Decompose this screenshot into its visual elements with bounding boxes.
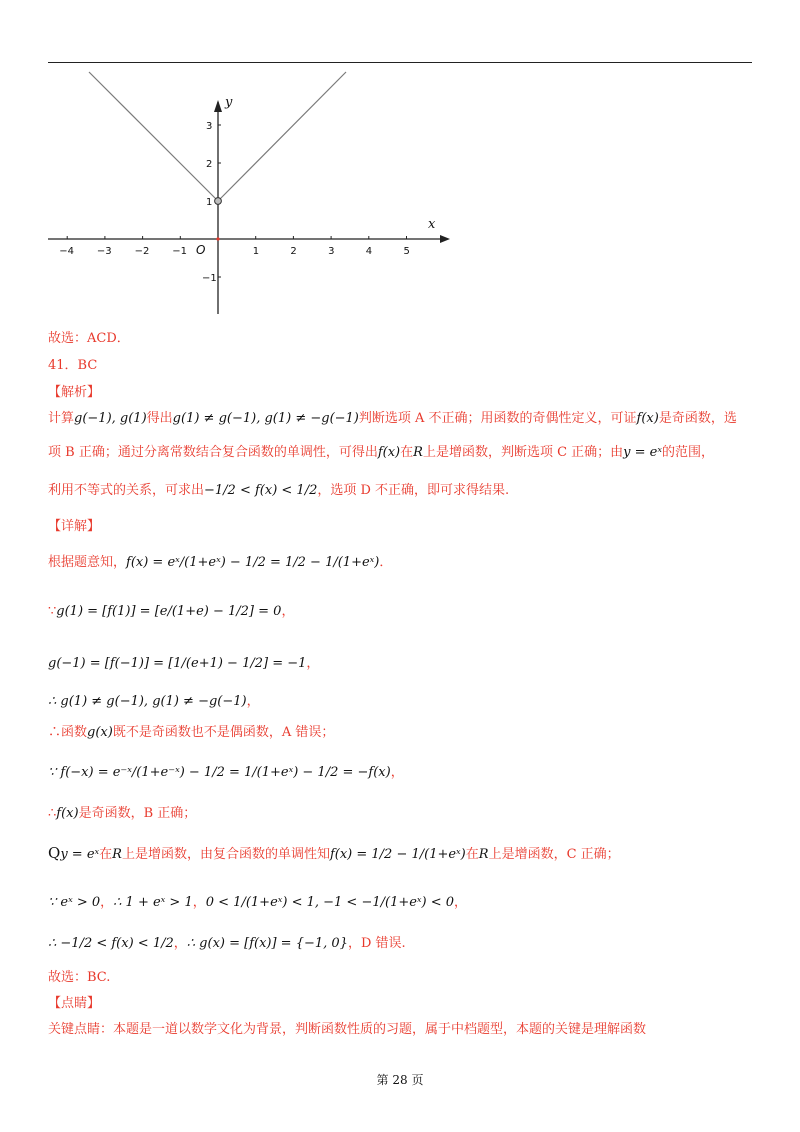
header-rule: [48, 62, 752, 63]
line-question-41: 41．BC: [48, 358, 98, 373]
detail-line-7: ∴f(x)是奇函数，B 正确；: [48, 806, 197, 821]
y-tick-label: 3: [206, 121, 213, 132]
x-tick-label: −2: [134, 246, 150, 257]
heading-remarks: 【点睛】: [48, 996, 101, 1011]
curve-left-branch: [89, 72, 216, 199]
line-conclusion-acd: 故选：ACD．: [48, 331, 130, 346]
detail-line-10: ∴ −1/2 < f(x) < 1/2，∴ g(x) = [f(x)] = {−1, 0}，D 错误.: [48, 936, 406, 951]
detail-line-9: ∵ eˣ > 0，∴ 1 + eˣ > 1，0 < 1/(1+eˣ) < 1, −1 < −1/(1+eˣ) < 0，: [48, 895, 468, 910]
curve-right-branch: [220, 72, 346, 199]
x-tick-label: 2: [290, 246, 297, 257]
analysis-line-2: 项 B 正确；通过分离常数结合复合函数的单调性，可得出f(x)在R上是增函数，判断选项 C 正确；由y = eˣ的范围，: [48, 445, 714, 460]
x-tick-label: −3: [96, 246, 112, 257]
page-number: 第 28 页: [376, 1073, 424, 1087]
function-graph: [40, 66, 450, 322]
remarks-line-1: 关键点睛：本题是一道以数学文化为背景，判断函数性质的习题，属于中档题型，本题的关键是理解函数: [48, 1022, 647, 1037]
y-tick-label: 2: [206, 159, 213, 170]
detail-line-8: Qy = eˣ在R上是增函数，由复合函数的单调性知f(x) = 1/2 − 1/(1+eˣ)在R上是增函数，C 正确；: [48, 844, 620, 862]
line-conclusion-bc: 故选：BC.: [48, 970, 111, 985]
x-tick-label: −1: [172, 246, 188, 257]
heading-details: 【详解】: [48, 519, 101, 534]
origin-dot: [216, 237, 219, 240]
y-axis-arrow-icon: [214, 100, 222, 112]
heading-analysis: 【解析】: [48, 385, 101, 400]
x-axis-label: x: [428, 217, 436, 232]
analysis-line-3: 利用不等式的关系，可求出−1/2 < f(x) < 1/2，选项 D 不正确，即可求得结果.: [48, 483, 510, 498]
detail-line-6: ∵ f(−x) = e⁻ˣ/(1+e⁻ˣ) − 1/2 = 1/(1+eˣ) − 1/2 = −f(x)，: [48, 765, 404, 780]
y-tick-label: −1: [202, 273, 217, 284]
detail-line-3: g(−1) = [f(−1)] = [1/(e+1) − 1/2] = −1，: [48, 656, 320, 671]
y-axis-label: y: [225, 95, 233, 110]
origin-label: O: [196, 243, 206, 257]
y-tick-label: 1: [206, 197, 213, 208]
x-axis-arrow-icon: [440, 235, 450, 243]
x-tick-label: 1: [252, 246, 260, 257]
x-tick-label: 5: [403, 246, 410, 257]
detail-line-5: ∴函数g(x)既不是奇函数也不是偶函数，A 错误；: [48, 725, 335, 740]
detail-line-1: 根据题意知，f(x) = eˣ/(1+eˣ) − 1/2 = 1/2 − 1/(1+eˣ)．: [48, 555, 393, 570]
detail-line-2: ∵g(1) = [f(1)] = [e/(1+e) − 1/2] = 0，: [48, 604, 295, 619]
x-tick-label: 3: [328, 246, 335, 257]
x-tick-label: 4: [365, 246, 373, 257]
hollow-point: [215, 198, 222, 205]
analysis-line-1: 计算g(−1), g(1)得出g(1) ≠ g(−1), g(1) ≠ −g(−1)判断选项 A 不正确；用函数的奇偶性定义，可证f(x)是奇函数，选: [48, 411, 737, 426]
detail-line-4: ∴ g(1) ≠ g(−1), g(1) ≠ −g(−1)，: [48, 694, 260, 709]
x-tick-label: −4: [59, 246, 74, 257]
